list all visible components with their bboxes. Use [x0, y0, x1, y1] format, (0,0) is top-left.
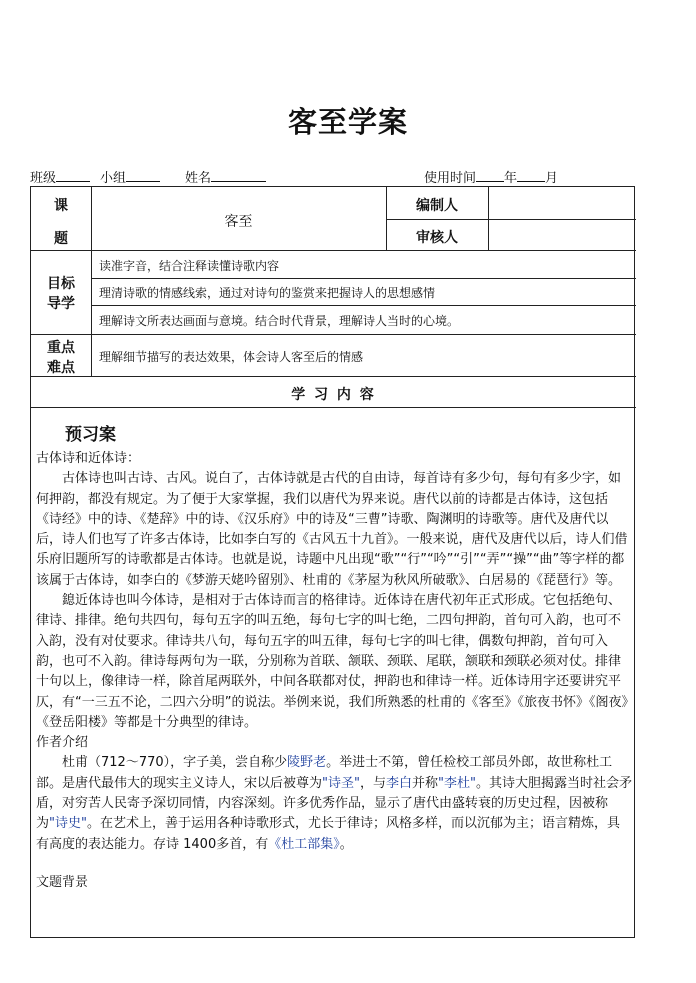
- row-rule: [31, 376, 636, 377]
- preview-body: [36, 449, 632, 893]
- content-header: 学 习 内 容: [291, 387, 376, 403]
- year-blank[interactable]: [476, 168, 504, 182]
- section-title: 古体诗和近体诗：: [36, 451, 141, 466]
- author-link[interactable]: "李杜": [438, 775, 476, 791]
- author-text: ，与: [359, 775, 386, 791]
- focus-label-line2: 难点: [47, 360, 75, 376]
- author-text: 杜甫（712～770），字子美，尝自称少: [62, 755, 288, 771]
- class-blank[interactable]: [56, 168, 90, 182]
- author-text: 。其诗大胆揭露当时社会矛盾，对穷苦人民寄予深切同情，内容深刻。许多优秀作品，显示了唐代由盛转衰的历史过程，因被称为: [36, 775, 633, 832]
- name-blank[interactable]: [211, 168, 266, 182]
- time-label: 使用时间: [424, 171, 477, 186]
- goals-label-line1: 目标: [47, 276, 75, 292]
- reviewer-value[interactable]: [489, 220, 635, 249]
- topic-label-line2: 题: [54, 231, 68, 247]
- reviewer-label: 审核人: [416, 230, 458, 246]
- author-text: 。举进士不第，曾任检校工部员外郎，故世称杜工部。是唐代最伟大的现实主义诗人，宋以后被尊为: [36, 755, 613, 791]
- row-rule: [91, 278, 636, 279]
- editor-label: 编制人: [416, 198, 458, 214]
- author-text: 。在艺术上，善于运用各种诗歌形式，尤长于律诗；风格多样，而以沉郁为主；语言精炼，具有高度的表达能力。存诗 1400多首，有: [36, 816, 620, 852]
- group-blank[interactable]: [126, 168, 160, 182]
- header-info-line: [30, 167, 636, 185]
- goal-item: 理解诗文所表达画面与意境。结合时代背景，理解诗人当时的心境。: [99, 314, 460, 328]
- topic-label-line1: 课: [54, 198, 68, 214]
- name-field: [185, 167, 266, 186]
- author-link[interactable]: 《杜工部集》: [268, 836, 340, 852]
- group-label: 小组: [100, 171, 127, 186]
- time-field: [424, 167, 558, 186]
- group-field: [100, 167, 160, 186]
- author-link[interactable]: 陵野老: [287, 755, 327, 771]
- class-label: 班级: [30, 171, 57, 186]
- name-label: 姓名: [185, 171, 212, 186]
- goals-label-line2: 导学: [47, 296, 75, 312]
- section-title: 文题背景: [36, 874, 89, 890]
- goal-item: 理清诗歌的情感线索，通过对诗句的鉴赏来把握诗人的思想感情: [99, 286, 436, 300]
- author-text: 并称: [412, 775, 439, 791]
- focus-label-line1: 重点: [47, 340, 75, 356]
- row-rule: [31, 250, 636, 251]
- author-text: 。: [339, 836, 353, 852]
- author-link[interactable]: 李白: [386, 775, 413, 791]
- author-link[interactable]: "诗圣": [322, 775, 360, 791]
- editor-value[interactable]: [489, 188, 635, 218]
- focus-text: 理解细节描写的表达效果，体会诗人客至后的情感: [99, 350, 364, 364]
- paragraph-ancient-poetry: 古体诗也叫古诗、古风。说白了，古体诗就是古代的自由诗，每首诗有多少句，每句有多少字，如何押韵，都没有规定。为了便于大家掌握，我们以唐代为界来说。唐代以前的诗都是古体诗，这包括《诗经》中的诗、《楚辞》中的诗、《汉乐府》中的诗及“三曹”诗歌、陶渊明的诗歌等。唐代及唐代以后，诗人们也写了许多古体诗，比如李白写的《古风五十九首》。一般来说，唐代及唐代以后，诗人们借乐府旧题所写的诗歌都是古体诗。也就是说，诗题中凡出现“歌”“行”“吟”“引”“弄”“操”“曲”等字样的都该属于古体诗，如李白的《梦游天姥吟留别》、杜甫的《茅屋为秋风所破歌》、白居易的《琵琶行》等。: [36, 471, 628, 588]
- section-title: 作者介绍: [36, 735, 89, 751]
- row-rule: [91, 305, 636, 306]
- preview-heading: 预习案: [65, 425, 116, 445]
- row-rule: [31, 334, 636, 335]
- paragraph-regulated-verse: 鎴近体诗也叫今体诗，是相对于古体诗而言的格律诗。近体诗在唐代初年正式形成。它包括绝句、律诗、排律。绝句共四句，每句五字的叫五绝，每句七字的叫七绝，二四句押韵，首句可入韵，也可不入韵，没有对仗要求。律诗共八句，每句五字的叫五律，每句七字的叫七律，偶数句押韵，首句可入韵，也可不入韵。律诗每两句为一联，分别称为首联、颔联、颈联、尾联，颔联和颈联必须对仗。排律十句以上，像律诗一样，除首尾两联外，中间各联都对仗，押韵也和律诗一样。近体诗用字还要讲究平仄，有“一三五不论，二四六分明”的说法。举例来说，我们所熟悉的杜甫的《客至》《旅夜书怀》《阁夜》《登岳阳楼》等都是十分典型的律诗。: [36, 593, 628, 730]
- row-rule: [31, 407, 636, 408]
- month-label: 月: [545, 171, 559, 186]
- paragraph-author: [36, 753, 632, 854]
- class-field: [30, 167, 90, 186]
- goal-item: 读准字音，结合注释读懂诗歌内容: [99, 259, 280, 273]
- author-link[interactable]: "诗史": [49, 816, 87, 832]
- year-label: 年: [504, 171, 518, 186]
- page-title: 客至学案: [287, 105, 408, 139]
- month-blank[interactable]: [517, 168, 545, 182]
- topic-value: 客至: [224, 214, 253, 230]
